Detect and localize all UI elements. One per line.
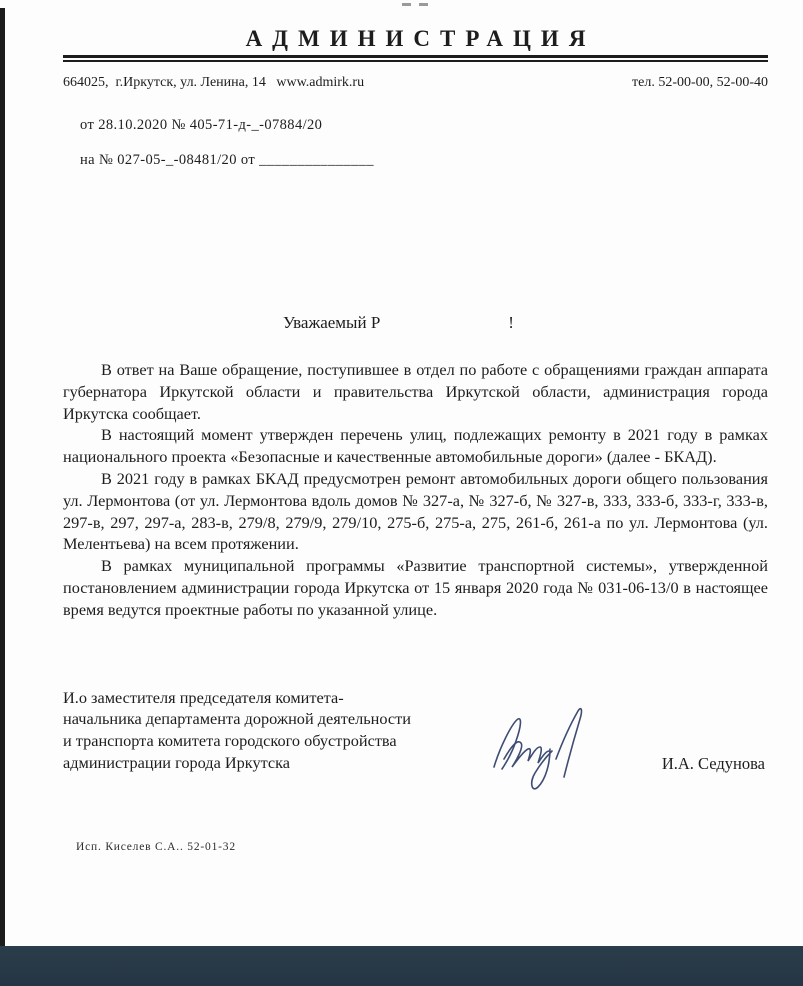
paragraph: В рамках муниципальной программы «Развитие транспортной системы», утвержденной постановлением администрации города Иркутска от 15 января 2020 года № 031-06-13/0 в настоящее время ведутся проектные работы по указанной улице.: [63, 556, 768, 619]
executor-note: Исп. Киселев С.А.. 52-01-32: [76, 840, 236, 853]
postal-address: 664025, г.Иркутск, ул. Ленина, 14 www.admirk.ru: [63, 75, 365, 90]
artifact-mark: [402, 3, 411, 6]
letter-body: [63, 359, 768, 621]
outgoing-reference: от 28.10.2020 № 405-71-д-_-07884/20: [80, 117, 323, 133]
signature-block: [63, 687, 768, 807]
position-line: администрации города Иркутска: [63, 752, 291, 772]
redacted-name-gap: [380, 327, 508, 328]
salutation-exclamation: !: [508, 313, 514, 332]
position-line: начальника департамента дорожной деятельности: [63, 709, 411, 729]
cropped-text-artifact: [402, 3, 446, 10]
paragraph: В ответ на Ваше обращение, поступившее в отдел по работе с обращениями граждан аппарата губернатора Иркутской области и правительства Иркутской области, администрация города Иркутска сообщает.: [63, 360, 768, 423]
salutation-line: [283, 312, 768, 334]
signer-position: [63, 687, 503, 774]
artifact-mark: [419, 3, 428, 6]
phone-numbers: тел. 52-00-00, 52-00-40: [632, 75, 768, 90]
paragraph: В настоящий момент утвержден перечень улиц, подлежащих ремонту в 2021 году в рамках национального проекта «Безопасные и качественные автомобильные дороги» (далее - БКАД).: [63, 425, 768, 467]
position-line: и транспорта комитета городского обустройства: [63, 731, 397, 751]
paragraph: В 2021 году в рамках БКАД предусмотрен ремонт автомобильных дороги общего пользования ул. Лермонтова (от ул. Лермонтова вдоль домов № 327-а, № 327-б, № 327-в, 333, 333-б, 333-г, 333-в, 297-в, 297, 297-а, 283-в, 279/8, 279/9, 279/10, 275-б, 275-а, 275, 261-б, 261-а по ул. Лермонтова (ул. Мелентьева) на всем протяжении.: [63, 468, 768, 554]
handwritten-signature: [488, 703, 598, 795]
salutation-text: Уважаемый Р: [283, 313, 381, 332]
header-divider: [63, 55, 768, 62]
viewer-bottom-bar: [0, 946, 803, 986]
letter-content: [0, 26, 803, 853]
contact-row: [63, 74, 768, 92]
position-line: И.о заместителя председателя комитета-: [63, 687, 344, 707]
incoming-reference: на № 027-05-_-08481/20 от _______________: [80, 152, 374, 168]
signer-name: И.А. Седунова: [661, 753, 765, 773]
organization-title: АДМИНИСТРАЦИЯ: [245, 26, 596, 51]
